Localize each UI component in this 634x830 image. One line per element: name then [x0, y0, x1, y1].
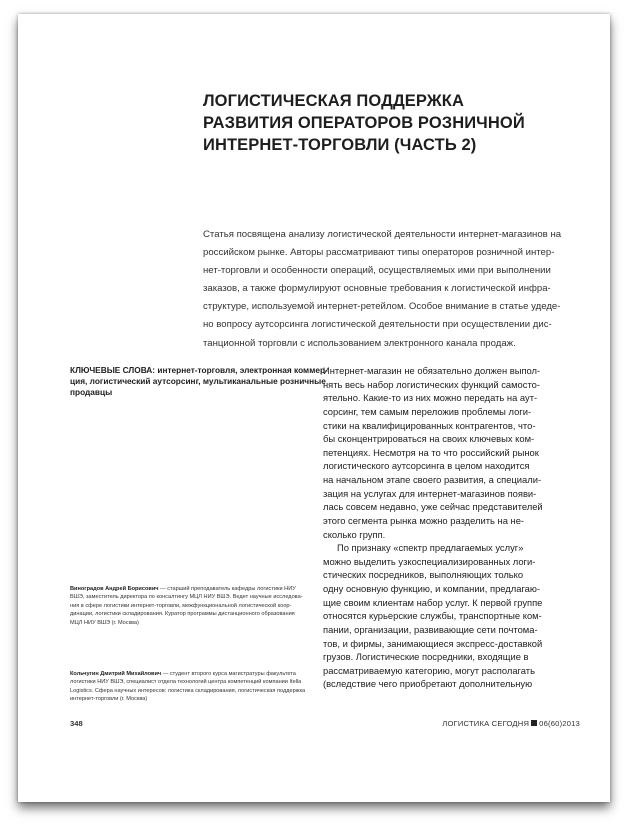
body-line: можно выделить узкоспециализированных логи- [323, 555, 536, 567]
body-line: лась совсем недавно, уже сейчас представителей [323, 501, 543, 513]
body-line: сколько групп. [323, 528, 386, 540]
body-line: щие своим клиентам набор услуг. К первой группе [323, 596, 543, 608]
author-name: Виноградов Андрей Борисович [70, 586, 159, 592]
body-line: этого сегмента рынка можно разделить на не- [323, 514, 525, 526]
author-bio-line: — студент второго курса магистратуры факультета [161, 671, 296, 677]
abstract-line: танционной торговли с использованием электронного канала продаж. [203, 337, 516, 349]
author-bio-line: интернет-торговли (г. Москва) [70, 696, 148, 703]
author-bio-line: ния в сфере логистики интернет-торговли, межфункциональной логистической коор- [70, 602, 292, 609]
author-bio-vinogradov [70, 585, 320, 627]
body-line: стики на квалифицированных контрагентов, что- [323, 419, 536, 431]
abstract-line: структуре, используемой интернет-ретейлом. Особое внимание в статье удеде- [203, 301, 561, 313]
body-line: стических посредников, выполняющих только [323, 569, 524, 581]
body-text-column [323, 364, 578, 691]
body-line: петенциях. Несмотря на то что российский рынок [323, 446, 539, 458]
body-line: зация на услугах для интернет-магазинов появи- [323, 487, 537, 499]
abstract-line: но вопросу аутсорсинга логистической деятельности при осуществлении дис- [203, 319, 552, 331]
article-abstract [203, 226, 579, 353]
body-line: ятельно. Какие-то из них можно передать на аут- [323, 392, 538, 404]
square-separator-icon [531, 720, 537, 726]
article-title [203, 90, 563, 156]
body-line: тов, и фирмы, занимающиеся экспресс-доставкой [323, 637, 543, 649]
abstract-line: нет-торговли и особенности операций, осуществляемых ими при выполнении [203, 265, 551, 277]
author-bio-line: Logistics. Сфера научных интересов: логистика складирования, логистическая поддержка [70, 687, 306, 694]
abstract-line: Статья посвящена анализу логистической деятельности интернет-магазинов на [203, 229, 562, 240]
title-line: ИНТЕРНЕТ-ТОРГОВЛИ (ЧАСТЬ 2) [203, 136, 477, 154]
title-line: РАЗВИТИЯ ОПЕРАТОРОВ РОЗНИЧНОЙ [203, 114, 525, 132]
journal-footer [442, 719, 580, 728]
keywords-block [70, 365, 328, 399]
body-line: относятся курьерские службы, транспортные ком- [323, 610, 542, 622]
body-line: По признаку «спектр предлагаемых услуг» [337, 542, 524, 554]
author-bio-line: логистики НИУ ВШЭ, специалист отдела технологий центра компетенций компании Itella [70, 679, 302, 686]
title-line: ЛОГИСТИЧЕСКАЯ ПОДДЕРЖКА [203, 92, 464, 110]
body-line: Интернет-магазин не обязательно должен выпол- [323, 365, 541, 376]
abstract-line: заказов, а также формулируют основные требования к логистической инфра- [203, 283, 551, 295]
body-line: нять весь набор логистических функций самосто- [323, 378, 540, 390]
journal-issue: 06(60)2013 [539, 719, 580, 728]
journal-name: ЛОГИСТИКА СЕГОДНЯ [442, 719, 530, 728]
keywords-line: ция, логистический аутсорсинг, мультиканальные розничные [70, 376, 326, 387]
body-line: на начальном этапе своего развития, а специали- [323, 474, 542, 485]
keywords-line: КЛЮЧЕВЫЕ СЛОВА: интернет-торговля, электронная коммер- [70, 365, 328, 375]
body-line: логистического аутсорсинга в целом находится [323, 460, 530, 472]
body-line: пании, организации, развивающие сети почтома- [323, 623, 538, 635]
keywords-line: продавцы [70, 387, 113, 398]
page-number: 348 [70, 719, 83, 728]
author-name: Кольчугин Дмитрий Михайлович [70, 671, 162, 677]
author-bio-line: ВШЭ, заместитель директора по консалтингу МЦЛ НИУ ВШЭ. Ведет научные исследова- [70, 594, 303, 601]
body-line: грузов. Логистические посредники, входящие в [323, 651, 529, 663]
author-bio-line: МЦЛ НИУ ВШЭ (г. Москва) [70, 619, 139, 626]
body-line: одну основную функцию, и компании, предлагаю- [323, 583, 541, 594]
body-line: (вследствие чего приобретают дополнительную [323, 678, 533, 690]
abstract-line: российском рынке. Авторы рассматривают типы операторов розничной интер- [203, 247, 555, 259]
author-bio-line: — старший преподаватель кафедры логистики НИУ [158, 586, 296, 592]
author-bio-line: динации, логистики складирования. Куратор программы дистанционного образования [70, 611, 295, 618]
author-bio-kolchugin [70, 670, 320, 704]
body-line: сорсинг, тем самым переложив проблемы логи- [323, 405, 532, 417]
body-line: бы сконцентрироваться на своих ключевых ком- [323, 433, 535, 445]
body-line: рассматриваемую категорию, могут располагать [323, 664, 535, 676]
